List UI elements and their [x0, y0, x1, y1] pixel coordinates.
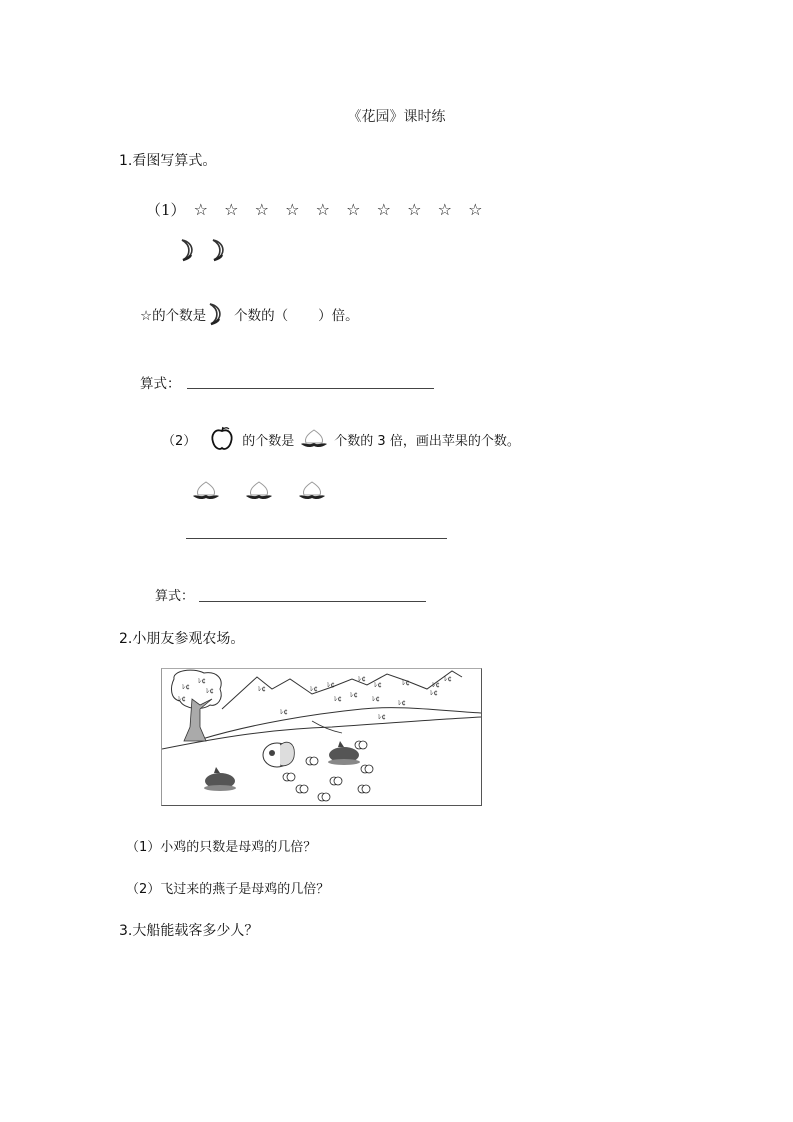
q1-part1-label: （1） — [146, 201, 186, 219]
sentence-prefix: ☆的个数是 — [140, 308, 207, 324]
star-icon: ☆ — [346, 200, 361, 219]
svg-text:ﾚ¢: ﾚ¢ — [327, 681, 335, 689]
q2-heading: 2.小朋友参观农场。 — [119, 631, 245, 647]
q2-question-1: （1）小鸡的只数是母鸡的几倍？ — [126, 840, 317, 855]
q1-part2-text-a: 的个数是 — [242, 433, 295, 449]
star-icon: ☆ — [193, 200, 208, 219]
apple-drawing-line[interactable] — [186, 538, 447, 539]
svg-text:ﾚ¢: ﾚ¢ — [182, 683, 190, 691]
q1-part2-sentence — [162, 426, 520, 452]
q1-part1-formula-label: 算式： — [140, 376, 181, 392]
moon-icon — [206, 302, 228, 326]
svg-text:ﾚ¢: ﾚ¢ — [432, 681, 440, 689]
q1-part1-stars-row — [146, 199, 491, 220]
moon-group — [178, 238, 231, 262]
sentence-suffix: ）倍。 — [318, 308, 359, 324]
q1-heading: 1.看图写算式。 — [119, 153, 217, 169]
svg-text:ﾚ¢: ﾚ¢ — [350, 691, 358, 699]
svg-text:ﾚ¢: ﾚ¢ — [430, 689, 438, 697]
q1-part2-formula-label: 算式： — [155, 589, 195, 604]
sentence-middle: 个数的（ — [234, 308, 289, 324]
svg-text:ﾚ¢: ﾚ¢ — [280, 708, 288, 716]
star-icon: ☆ — [285, 200, 300, 219]
star-icon: ☆ — [254, 200, 269, 219]
svg-text:ﾚ¢: ﾚ¢ — [372, 695, 380, 703]
peach-group — [190, 480, 328, 502]
svg-text:ﾚ¢: ﾚ¢ — [358, 675, 366, 683]
farm-image — [161, 668, 482, 806]
svg-text:ﾚ¢: ﾚ¢ — [206, 687, 214, 695]
q3-heading: 3.大船能载客多少人？ — [119, 923, 259, 939]
farm-scene-illustration — [162, 669, 481, 805]
svg-text:ﾚ¢: ﾚ¢ — [444, 675, 452, 683]
moon-icon — [209, 238, 231, 262]
moon-icon — [178, 238, 200, 262]
star-icon: ☆ — [407, 200, 422, 219]
svg-text:ﾚ¢: ﾚ¢ — [258, 685, 266, 693]
star-icon: ☆ — [468, 200, 483, 219]
svg-text:ﾚ¢: ﾚ¢ — [178, 695, 186, 703]
svg-text:ﾚ¢: ﾚ¢ — [398, 699, 406, 707]
star-icon: ☆ — [224, 200, 239, 219]
q1-part2-text-b: 个数的 3 倍，画出苹果的个数。 — [334, 433, 520, 449]
svg-text:ﾚ¢: ﾚ¢ — [402, 679, 410, 687]
star-icon: ☆ — [315, 200, 330, 219]
peach-icon — [298, 428, 330, 450]
peach-icon — [243, 480, 275, 502]
q2-question-2: （2）飞过来的燕子是母鸡的几倍？ — [126, 882, 330, 897]
q1-part2-formula-line[interactable] — [199, 601, 426, 602]
svg-text:ﾚ¢: ﾚ¢ — [378, 713, 386, 721]
peach-icon — [296, 480, 328, 502]
q1-part2-label: （2） — [162, 433, 197, 449]
page-title: 《花园》课时练 — [347, 109, 446, 125]
apple-icon — [210, 426, 234, 452]
svg-text:ﾚ¢: ﾚ¢ — [310, 685, 318, 693]
q1-part1-sentence — [140, 302, 359, 326]
q1-part1-formula-line[interactable] — [187, 388, 434, 389]
svg-text:ﾚ¢: ﾚ¢ — [334, 695, 342, 703]
star-group — [186, 200, 491, 219]
svg-text:ﾚ¢: ﾚ¢ — [198, 677, 206, 685]
peach-icon — [190, 480, 222, 502]
star-icon: ☆ — [376, 200, 391, 219]
star-icon: ☆ — [437, 200, 452, 219]
svg-text:ﾚ¢: ﾚ¢ — [374, 681, 382, 689]
